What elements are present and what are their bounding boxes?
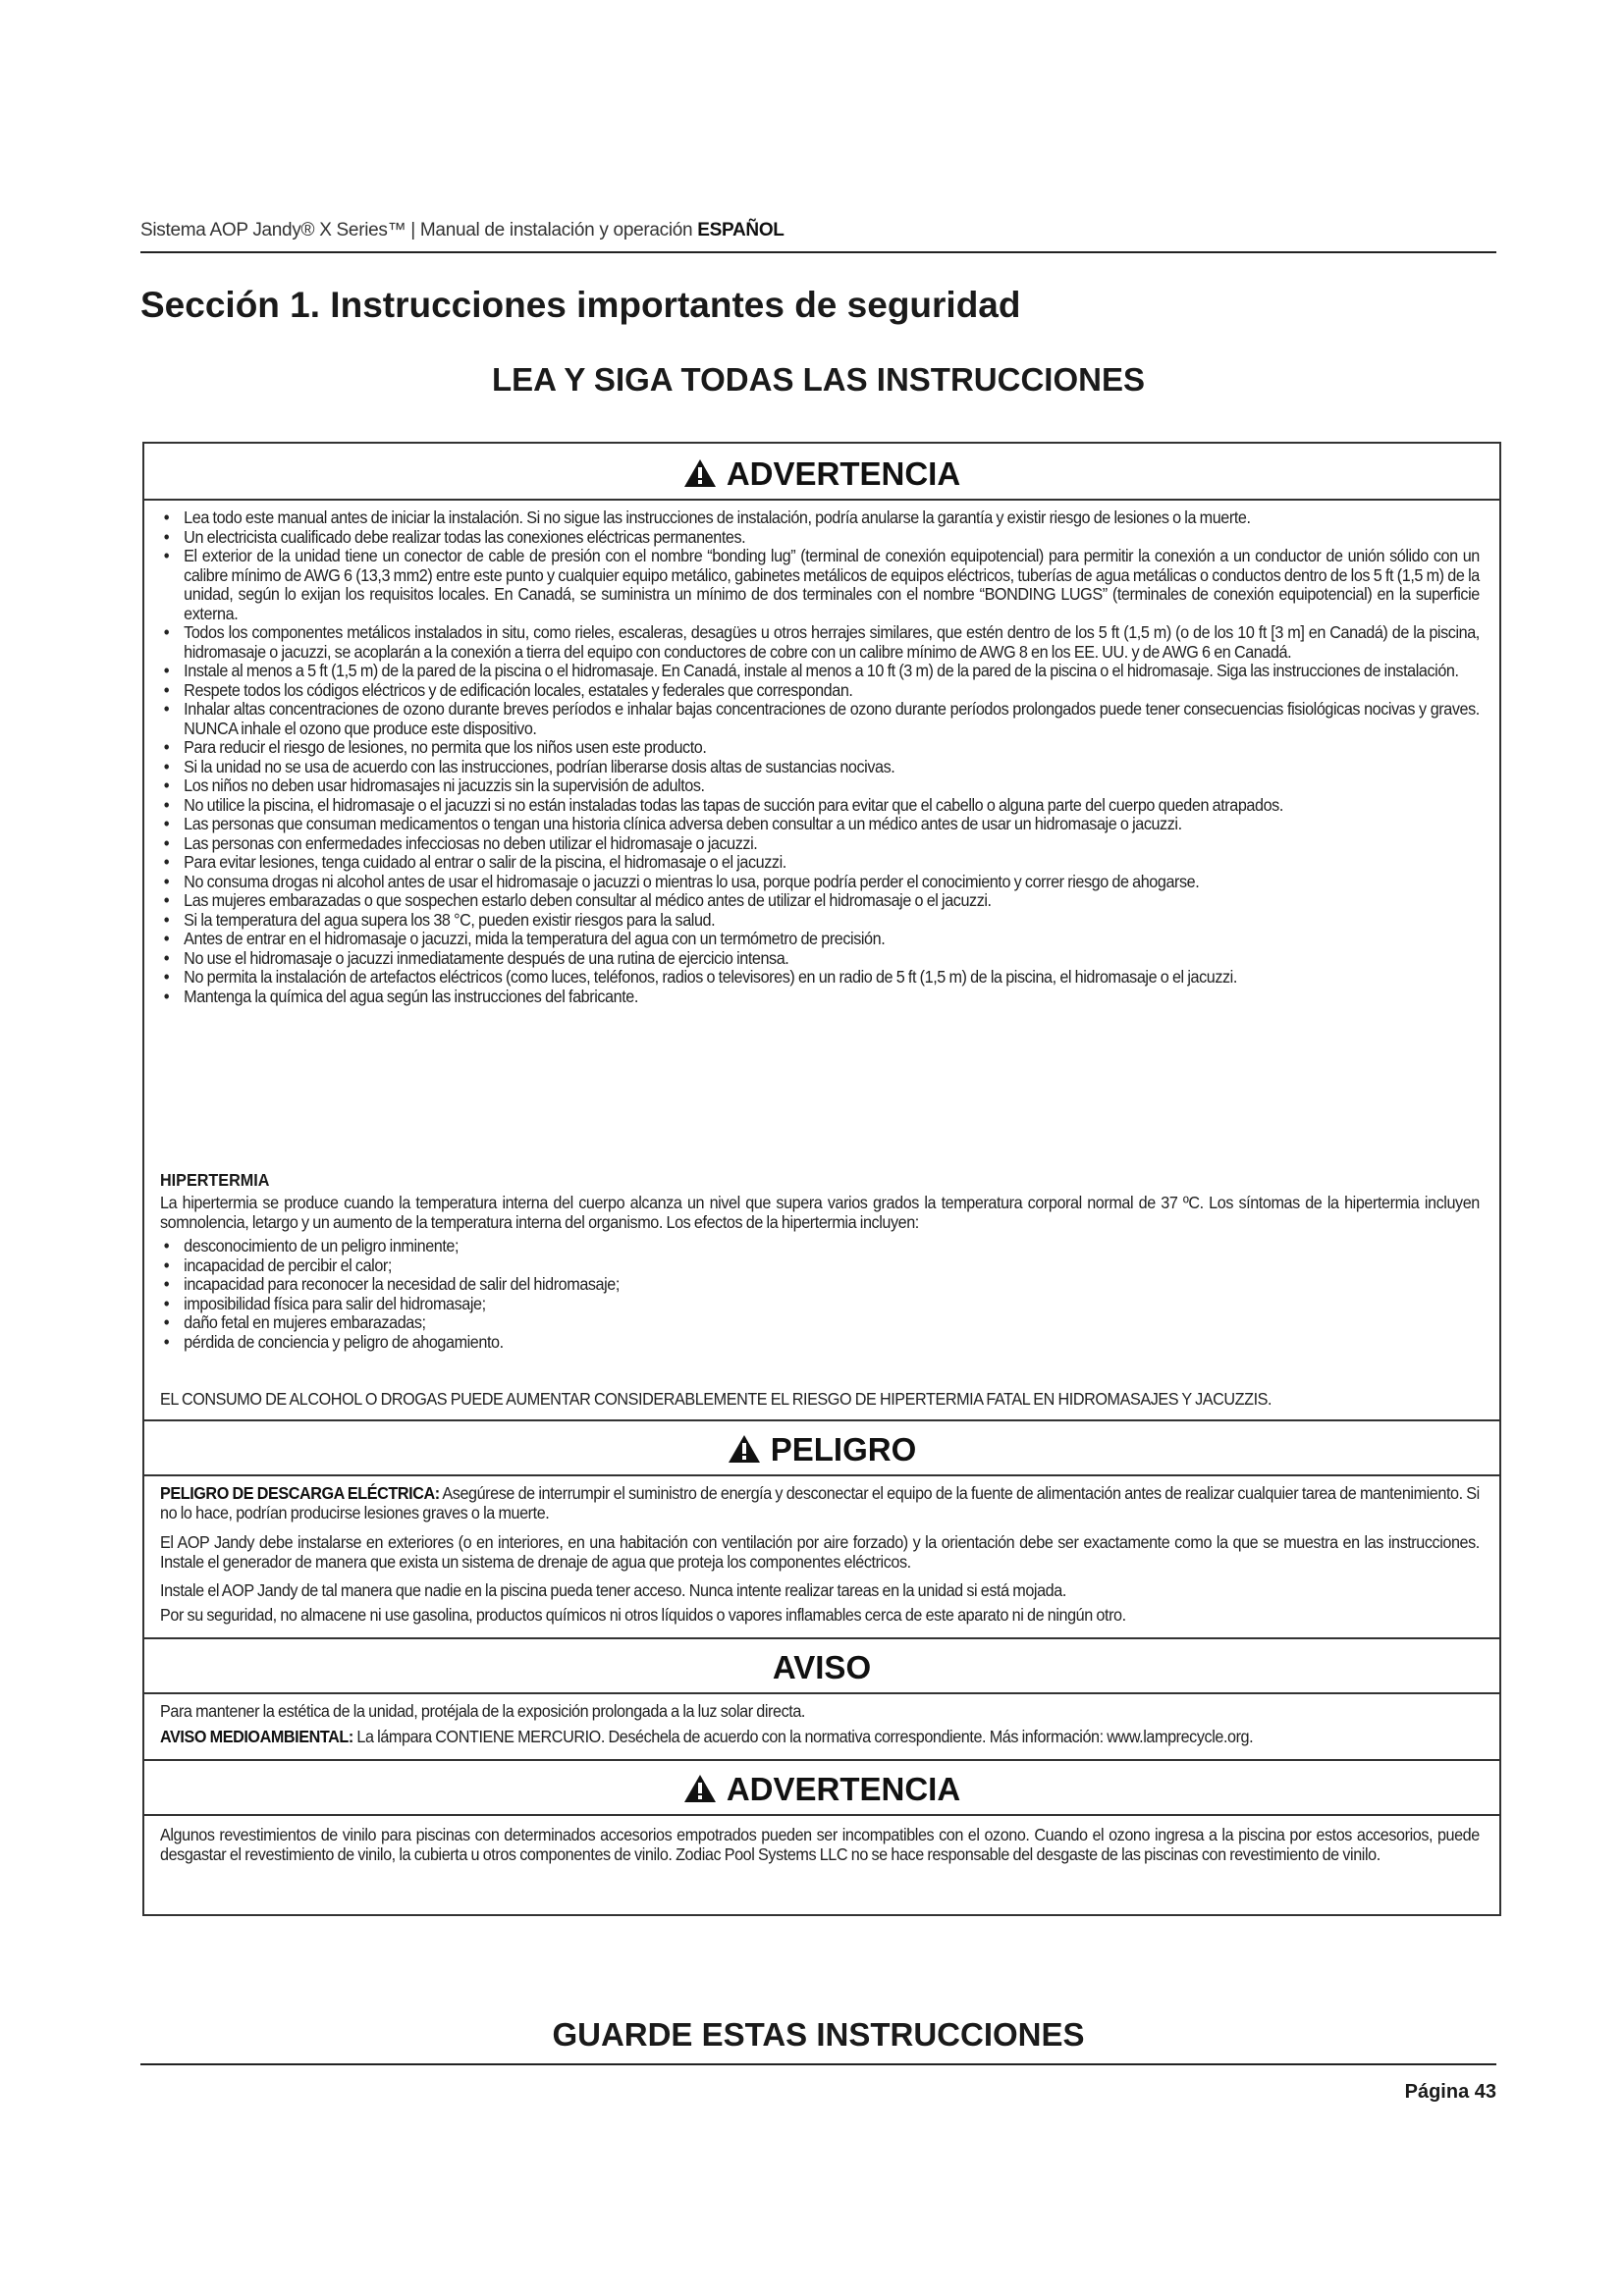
warning-bullet: • Las personas con enfermedades infecciosas no deben utilizar el hidromasaje o jacuzzi.	[160, 834, 1480, 854]
danger-top-rule	[144, 1419, 1499, 1421]
warning-bullet: • Para evitar lesiones, tenga cuidado al entrar o salir de la piscina, el hidromasaje o el jacuzzi.	[160, 853, 1480, 873]
danger-title: PELIGRO	[770, 1431, 917, 1468]
hyperthermia-bullet: • incapacidad de percibir el calor;	[160, 1256, 1480, 1276]
warning-bullet: • Para reducir el riesgo de lesiones, no permita que los niños usen este producto.	[160, 738, 1480, 758]
warning2-top-rule	[144, 1759, 1499, 1761]
warning-triangle-icon	[683, 1774, 717, 1803]
warning-triangle-icon	[683, 458, 717, 488]
environmental-label: AVISO MEDIOAMBIENTAL:	[160, 1727, 353, 1746]
warning-bullet: • No utilice la piscina, el hidromasaje o el jacuzzi si no están instaladas todas las tapas de succión para evitar que el cabello o alguna parte del cuerpo queden atrapados.	[160, 796, 1480, 816]
environmental-notice	[160, 1728, 1480, 1747]
save-instructions-heading: GUARDE ESTAS INSTRUCCIONES	[552, 2016, 1085, 2053]
warning-bullet: • No use el hidromasaje o jacuzzi inmediatamente después de una rutina de ejercicio intensa.	[160, 949, 1480, 969]
warning-bullet: • Si la unidad no se usa de acuerdo con las instrucciones, podrían liberarse dosis altas de sustancias nocivas.	[160, 758, 1480, 777]
read-follow-heading: LEA Y SIGA TODAS LAS INSTRUCCIONES	[492, 361, 1145, 398]
hyperthermia-bullet: • desconocimiento de un peligro inminente;	[160, 1237, 1480, 1256]
shock-text: Asegúrese de interrumpir el suministro de energía y desconectar el equipo de la fuente de alimentación antes de realizar cualquier tarea de mantenimiento. Si no lo hace, podrían producirse lesiones graves o la muerte.	[160, 1483, 1480, 1522]
hyperthermia-bullet: • pérdida de conciencia y peligro de ahogamiento.	[160, 1333, 1480, 1353]
warning-bullet: • Inhalar altas concentraciones de ozono durante breves períodos e inhalar bajas concentraciones de ozono durante períodos prolongados puede tener consecuencias fisiológicas nocivas y graves. NUNCA inhale el ozono que produce este dispositivo.	[160, 700, 1480, 738]
shock-label: PELIGRO DE DESCARGA ELÉCTRICA:	[160, 1483, 440, 1503]
danger-heading-rule	[144, 1474, 1499, 1476]
warning-bullet: • Todos los componentes metálicos instalados in situ, como rieles, escaleras, desagües u otros herrajes similares, que estén dentro de los 5 ft (1,5 m) (o de los 10 ft [3 m] en Canadá) de la piscina, hidromasaje o jacuzzi, se acoplarán a la conexión a tierra del equipo con conductores de cobre con un calibre mínimo de AWG 8 en los EE. UU. y de AWG 6 en Canadá.	[160, 623, 1480, 662]
header-text: Sistema AOP Jandy® X Series™ | Manual de instalación y operación	[140, 220, 698, 240]
warning-bullet: • No consuma drogas ni alcohol antes de usar el hidromasaje o jacuzzi o mientras lo usa, porque podría perder el conocimiento y correr riesgo de ahogarse.	[160, 873, 1480, 892]
header-rule	[140, 251, 1496, 253]
warning-heading-rule	[144, 499, 1499, 501]
danger-triangle-icon	[728, 1434, 761, 1464]
warning-heading	[144, 455, 1499, 493]
danger-paragraph: Por su seguridad, no almacene ni use gasolina, productos químicos ni otros líquidos o vapores inflamables cerca de este aparato ni de ningún otro.	[160, 1605, 1126, 1625]
footer-rule	[140, 2063, 1496, 2065]
running-header	[140, 220, 1496, 249]
warning-bullet: • No permita la instalación de artefactos eléctricos (como luces, teléfonos, radios o televisores) en un radio de 5 ft (1,5 m) de la piscina, el hidromasaje o el jacuzzi.	[160, 968, 1480, 988]
hyperthermia-bullet: • incapacidad para reconocer la necesidad de salir del hidromasaje;	[160, 1275, 1480, 1295]
page-number: Página 43	[1404, 2081, 1496, 2103]
hyperthermia-bullet: • daño fetal en mujeres embarazadas;	[160, 1313, 1480, 1333]
notice-top-rule	[144, 1637, 1499, 1639]
warning-bullet: • Las mujeres embarazadas o que sospechen estarlo deben consultar al médico antes de utilizar el hidromasaje o el jacuzzi.	[160, 891, 1480, 911]
hyperthermia-text: La hipertermia se produce cuando la temperatura interna del cuerpo alcanza un nivel que supera varios grados la temperatura corporal normal de 37 ºC. Los síntomas de la hipertermia incluyen somnolencia, letargo y un aumento de la temperatura interna del organismo. Los efectos de la hipertermia incluyen:	[160, 1193, 1480, 1232]
warning-bullet: • El exterior de la unidad tiene un conector de cable de presión con el nombre “bonding lug” (terminal de conexión equipotencial) para permitir la conexión a un conductor de unión sólido con un calibre mínimo de AWG 6 (13,3 mm2) entre este punto y cualquier equipo metálico, gabinetes metálicos de equipos eléctricos, tuberías de agua metálicas o conductos dentro de los 5 ft (1,5 m) de la unidad, según lo exijan los requisitos locales. En Canadá, se suministra un mínimo de dos terminales con el nombre “BONDING LUGS” (terminales de conexión equipotencial) en la superficie externa.	[160, 547, 1480, 623]
hyperthermia-bullet: • imposibilidad física para salir del hidromasaje;	[160, 1295, 1480, 1314]
notice-heading: AVISO	[772, 1649, 872, 1685]
warning-bullet-list	[160, 508, 1480, 1006]
warning-bullet: • Antes de entrar en el hidromasaje o jacuzzi, mida la temperatura del agua con un termómetro de precisión.	[160, 930, 1480, 949]
danger-paragraph: El AOP Jandy debe instalarse en exteriores (o en interiores, en una habitación con ventilación por aire forzado) y la orientación debe ser exactamente como la que se muestra en las instrucciones. Instale el generador de manera que exista un sistema de drenaje de agua que proteja los componentes eléctricos.	[160, 1532, 1480, 1572]
danger-heading	[144, 1431, 1499, 1468]
warning-bullet: • Los niños no deben usar hidromasajes ni jacuzzis sin la supervisión de adultos.	[160, 776, 1480, 796]
header-language: ESPAÑOL	[697, 220, 785, 240]
section-title: Sección 1. Instrucciones importantes de seguridad	[140, 285, 1021, 325]
safety-box	[142, 442, 1501, 1916]
notice-paragraph: Para mantener la estética de la unidad, protéjala de la exposición prolongada a la luz solar directa.	[160, 1701, 805, 1721]
hyperthermia-title: HIPERTERMIA	[160, 1170, 270, 1190]
hyperthermia-bullet-list	[160, 1237, 1480, 1352]
electric-shock-paragraph	[160, 1484, 1480, 1522]
alcohol-note: EL CONSUMO DE ALCOHOL O DROGAS PUEDE AUMENTAR CONSIDERABLEMENTE EL RIESGO DE HIPERTERMIA FATAL EN HIDROMASAJES Y JACUZZIS.	[160, 1389, 1272, 1409]
environmental-text: La lámpara CONTIENE MERCURIO. Deséchela de acuerdo con la normativa correspondiente. Más información: www.lamprecycle.org.	[352, 1727, 1254, 1746]
warning2-heading-rule	[144, 1814, 1499, 1816]
warning-bullet: • Respete todos los códigos eléctricos y de edificación locales, estatales y federales que correspondan.	[160, 681, 1480, 701]
notice-heading-rule	[144, 1692, 1499, 1694]
vinyl-warning-text: Algunos revestimientos de vinilo para piscinas con determinados accesorios empotrados pueden ser incompatibles con el ozono. Cuando el ozono ingresa a la piscina por estos accesorios, puede desgastar el revestimiento de vinilo, la cubierta u otros componentes de vinilo. Zodiac Pool Systems LLC no se hace responsable del desgaste de las piscinas con revestimiento de vinilo.	[160, 1825, 1480, 1864]
warning-bullet: • Mantenga la química del agua según las instrucciones del fabricante.	[160, 988, 1480, 1007]
warning-bullet: • Lea todo este manual antes de iniciar la instalación. Si no sigue las instrucciones de instalación, podría anularse la garantía y existir riesgo de lesiones o la muerte.	[160, 508, 1480, 528]
warning2-title: ADVERTENCIA	[726, 1771, 961, 1807]
warning-bullet: • Instale al menos a 5 ft (1,5 m) de la pared de la piscina o el hidromasaje. En Canadá, instale al menos a 10 ft (3 m) de la pared de la piscina o el hidromasaje. Siga las instrucciones de instalación.	[160, 662, 1480, 681]
warning2-heading	[144, 1771, 1499, 1808]
danger-paragraph: Instale el AOP Jandy de tal manera que nadie en la piscina pueda tener acceso. Nunca intente realizar tareas en la unidad si está mojada.	[160, 1580, 1066, 1600]
warning-bullet: • Si la temperatura del agua supera los 38 °C, pueden existir riesgos para la salud.	[160, 911, 1480, 931]
warning-bullet: • Un electricista cualificado debe realizar todas las conexiones eléctricas permanentes.	[160, 528, 1480, 548]
warning-title: ADVERTENCIA	[726, 455, 961, 492]
warning-bullet: • Las personas que consuman medicamentos o tengan una historia clínica adversa deben consultar a un médico antes de usar un hidromasaje o jacuzzi.	[160, 815, 1480, 834]
